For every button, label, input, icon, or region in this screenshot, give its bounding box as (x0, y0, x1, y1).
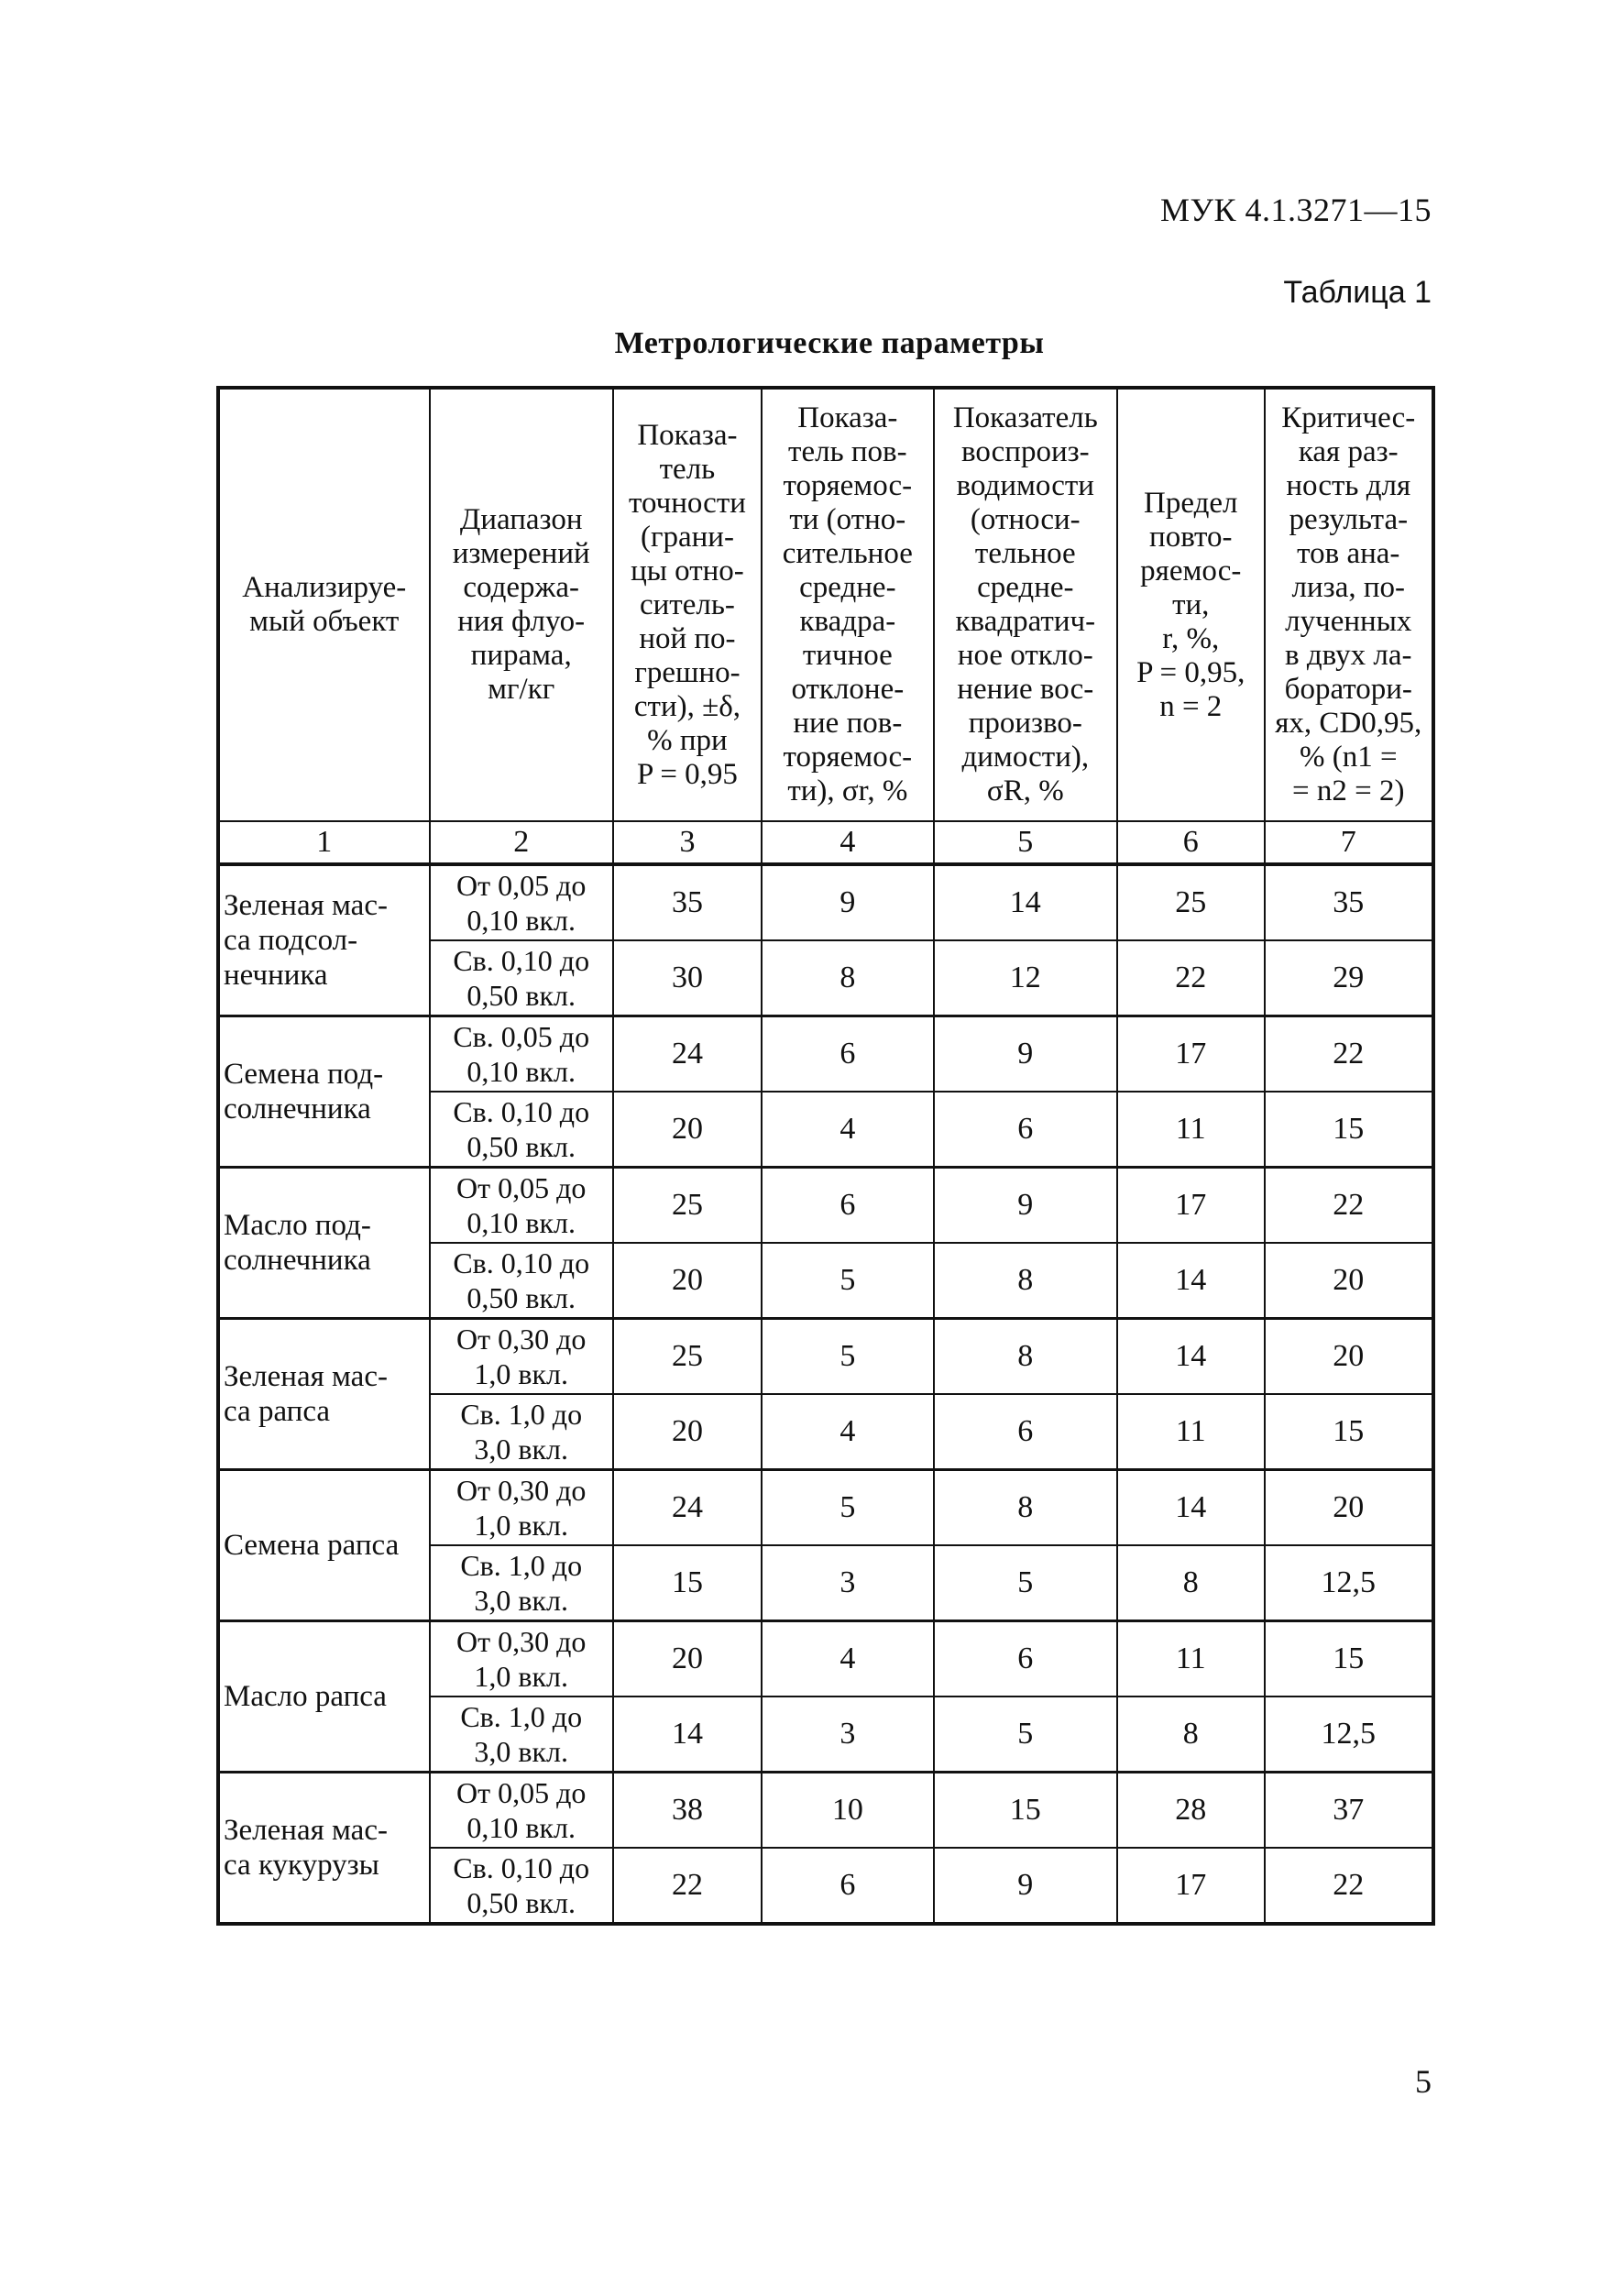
value-cell: 3 (762, 1545, 934, 1621)
value-cell: 8 (1117, 1697, 1265, 1773)
range-cell: Св. 0,05 до 0,10 вкл. (430, 1016, 613, 1093)
value-cell: 28 (1117, 1773, 1265, 1849)
value-cell: 6 (934, 1394, 1117, 1470)
value-cell: 9 (934, 1168, 1117, 1244)
value-cell: 5 (762, 1470, 934, 1546)
value-cell: 37 (1265, 1773, 1433, 1849)
value-cell: 9 (934, 1848, 1117, 1924)
table-row (218, 1319, 1433, 1395)
value-cell: 15 (934, 1773, 1117, 1849)
value-cell: 17 (1117, 1168, 1265, 1244)
range-cell: Св. 1,0 до 3,0 вкл. (430, 1697, 613, 1773)
value-cell: 20 (1265, 1243, 1433, 1319)
value-cell: 15 (1265, 1092, 1433, 1168)
metrological-parameters-table (216, 386, 1435, 1926)
range-cell: Св. 0,10 до 0,50 вкл. (430, 1848, 613, 1924)
range-cell: Св. 0,10 до 0,50 вкл. (430, 1243, 613, 1319)
value-cell: 25 (613, 1168, 762, 1244)
value-cell: 9 (762, 864, 934, 940)
analyzed-object-cell: Масло под- солнечника (218, 1168, 430, 1319)
column-number: 5 (934, 821, 1117, 864)
value-cell: 11 (1117, 1394, 1265, 1470)
document-code: МУК 4.1.3271—15 (1159, 192, 1432, 228)
range-cell: От 0,05 до 0,10 вкл. (430, 864, 613, 940)
value-cell: 6 (762, 1168, 934, 1244)
range-cell: Св. 0,10 до 0,50 вкл. (430, 940, 613, 1016)
value-cell: 24 (613, 1470, 762, 1546)
value-cell: 22 (1265, 1016, 1433, 1093)
table-row (218, 864, 1433, 940)
column-number: 1 (218, 821, 430, 864)
header-repeatability-limit: Предел повто- ряемос- ти, r, %, P = 0,95, n = 2 (1117, 388, 1265, 821)
value-cell: 6 (762, 1016, 934, 1093)
value-cell: 6 (762, 1848, 934, 1924)
value-cell: 5 (762, 1243, 934, 1319)
value-cell: 5 (762, 1319, 934, 1395)
value-cell: 14 (1117, 1319, 1265, 1395)
value-cell: 17 (1117, 1848, 1265, 1924)
value-cell: 14 (1117, 1470, 1265, 1546)
value-cell: 4 (762, 1394, 934, 1470)
header-reproducibility-index: Показатель воспроиз- водимости (относи- тельное средне- квадратич- ное откло- нение вос- произво- димости), σR, % (934, 388, 1117, 821)
analyzed-object-cell: Зеленая мас- са подсол- нечника (218, 864, 430, 1016)
value-cell: 11 (1117, 1621, 1265, 1697)
value-cell: 15 (613, 1545, 762, 1621)
value-cell: 20 (1265, 1470, 1433, 1546)
value-cell: 20 (613, 1394, 762, 1470)
table-row (218, 1773, 1433, 1849)
table-body (218, 864, 1433, 1924)
range-cell: От 0,30 до 1,0 вкл. (430, 1470, 613, 1546)
value-cell: 12 (934, 940, 1117, 1016)
value-cell: 15 (1265, 1621, 1433, 1697)
analyzed-object-cell: Зеленая мас- са рапса (218, 1319, 430, 1470)
page-number: 5 (1415, 2063, 1432, 2100)
range-cell: Св. 1,0 до 3,0 вкл. (430, 1394, 613, 1470)
value-cell: 6 (934, 1092, 1117, 1168)
value-cell: 20 (613, 1621, 762, 1697)
column-number: 7 (1265, 821, 1433, 864)
value-cell: 17 (1117, 1016, 1265, 1093)
column-number: 2 (430, 821, 613, 864)
value-cell: 10 (762, 1773, 934, 1849)
table-row (218, 1168, 1433, 1244)
header-accuracy-index: Показа- тель точности (грани- цы отно- ситель- ной по- грешно- сти), ±δ, % при P = 0,95 (613, 388, 762, 821)
value-cell: 3 (762, 1697, 934, 1773)
table-row (218, 1621, 1433, 1697)
range-cell: От 0,30 до 1,0 вкл. (430, 1621, 613, 1697)
value-cell: 4 (762, 1621, 934, 1697)
value-cell: 22 (613, 1848, 762, 1924)
value-cell: 22 (1117, 940, 1265, 1016)
value-cell: 20 (613, 1092, 762, 1168)
value-cell: 5 (934, 1545, 1117, 1621)
column-number: 4 (762, 821, 934, 864)
range-cell: От 0,05 до 0,10 вкл. (430, 1168, 613, 1244)
value-cell: 14 (1117, 1243, 1265, 1319)
value-cell: 12,5 (1265, 1545, 1433, 1621)
value-cell: 11 (1117, 1092, 1265, 1168)
header-critical-difference: Критичес- кая раз- ность для результа- тов ана- лиза, по- лученных в двух ла- боратори- ях, CD0,95, % (n1 = = n2 = 2) (1265, 388, 1433, 821)
value-cell: 30 (613, 940, 762, 1016)
value-cell: 35 (1265, 864, 1433, 940)
analyzed-object-cell: Масло рапса (218, 1621, 430, 1773)
header-analyzed-object: Анализируе- мый объект (218, 388, 430, 821)
value-cell: 20 (1265, 1319, 1433, 1395)
value-cell: 22 (1265, 1848, 1433, 1924)
value-cell: 29 (1265, 940, 1433, 1016)
value-cell: 8 (934, 1470, 1117, 1546)
header-repeatability-index: Показа- тель пов- торяемос- ти (отно- сительное средне- квадра- тичное отклоне- ние пов- торяемос- ти), σr, % (762, 388, 934, 821)
value-cell: 35 (613, 864, 762, 940)
value-cell: 12,5 (1265, 1697, 1433, 1773)
value-cell: 8 (1117, 1545, 1265, 1621)
range-cell: Св. 0,10 до 0,50 вкл. (430, 1092, 613, 1168)
value-cell: 20 (613, 1243, 762, 1319)
value-cell: 22 (1265, 1168, 1433, 1244)
table-row (218, 1470, 1433, 1546)
value-cell: 25 (613, 1319, 762, 1395)
table-row (218, 1016, 1433, 1093)
value-cell: 38 (613, 1773, 762, 1849)
value-cell: 14 (934, 864, 1117, 940)
table-number-label: Таблица 1 (1283, 275, 1432, 310)
value-cell: 8 (934, 1319, 1117, 1395)
value-cell: 8 (934, 1243, 1117, 1319)
header-measurement-range: Диапазон измерений содержа- ния флуо- пирама, мг/кг (430, 388, 613, 821)
analyzed-object-cell: Семена рапса (218, 1470, 430, 1621)
range-cell: От 0,30 до 1,0 вкл. (430, 1319, 613, 1395)
range-cell: Св. 1,0 до 3,0 вкл. (430, 1545, 613, 1621)
column-number: 3 (613, 821, 762, 864)
analyzed-object-cell: Семена под- солнечника (218, 1016, 430, 1168)
range-cell: От 0,05 до 0,10 вкл. (430, 1773, 613, 1849)
header-row (218, 388, 1433, 821)
value-cell: 24 (613, 1016, 762, 1093)
value-cell: 15 (1265, 1394, 1433, 1470)
value-cell: 9 (934, 1016, 1117, 1093)
analyzed-object-cell: Зеленая мас- са кукурузы (218, 1773, 430, 1925)
table-title: Метрологические параметры (614, 326, 1045, 360)
column-number-row (218, 821, 1433, 864)
value-cell: 25 (1117, 864, 1265, 940)
value-cell: 8 (762, 940, 934, 1016)
column-number: 6 (1117, 821, 1265, 864)
value-cell: 4 (762, 1092, 934, 1168)
value-cell: 14 (613, 1697, 762, 1773)
value-cell: 6 (934, 1621, 1117, 1697)
value-cell: 5 (934, 1697, 1117, 1773)
